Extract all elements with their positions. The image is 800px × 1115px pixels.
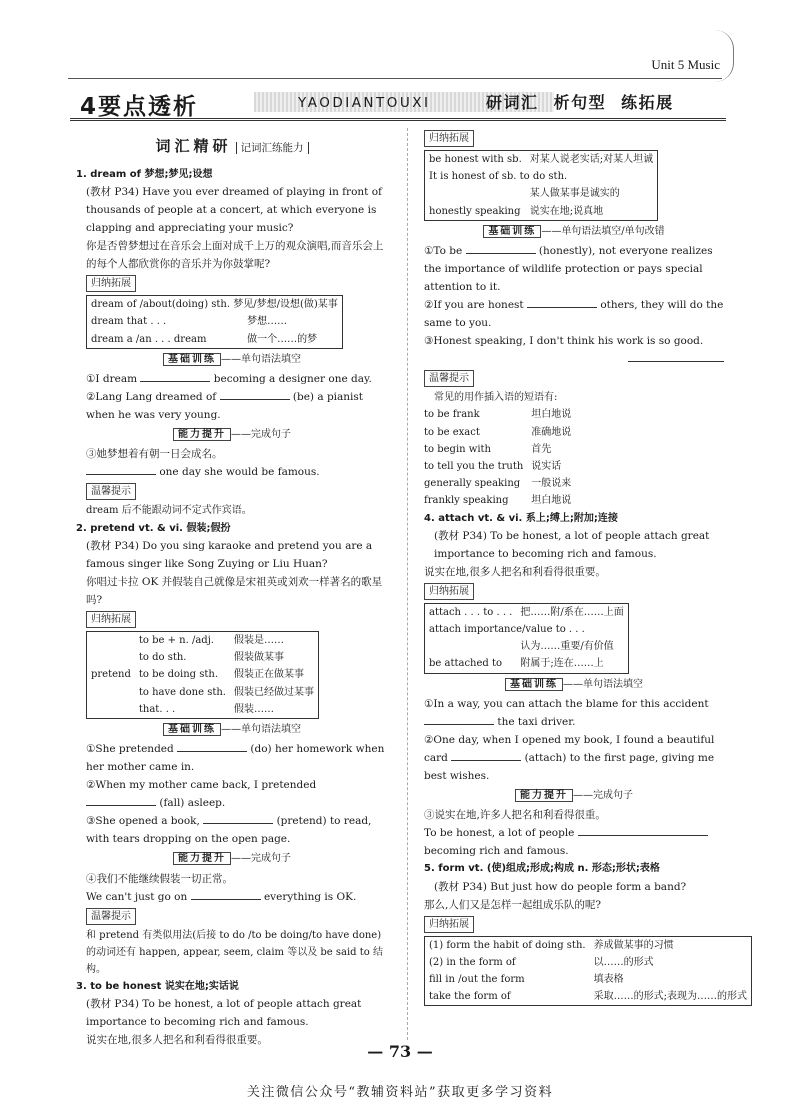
left-column [76, 128, 388, 1050]
tip-text: 常见的用作插入语的短语有: [434, 392, 558, 404]
exercise: ②Lang Lang dreamed of (be) a pianist when he was very young. [76, 388, 388, 424]
summary-table: (1) form the habit of doing sth. 养成做某事的习惯 (2) in the form of 以……的形式 fill in /out the form 填表格 take the form of 采取……的形式;表现为……的形式 [424, 936, 752, 1007]
answer-blank[interactable] [177, 740, 247, 752]
entry-heading: 2. pretend vt. & vi. 假装;假扮 [76, 522, 231, 534]
entry-heading: 3. to be honest 说实在地;实话说 [76, 981, 239, 993]
ability-drill-tag: 能力提升 ——完成句子 [76, 426, 388, 443]
tip-text: dream 后不能跟动词不定式作宾语。 [86, 505, 252, 517]
answer-blank[interactable] [191, 888, 261, 900]
answer-blank[interactable] [424, 713, 494, 725]
exercise: becoming rich and famous. [424, 845, 569, 858]
summary-table: be honest with sb. 对某人说老实话;对某人坦诚 It is honest of sb. to do sth. 某人做某事是诚实的 honestly speaking 说实在地;说真地 [424, 150, 658, 221]
banner-number: 4要点透析 [80, 94, 199, 120]
header-rule [68, 78, 722, 79]
example-cn: 说实在地,很多人把名和利看得很重要。 [424, 565, 606, 578]
answer-blank[interactable] [86, 463, 156, 475]
exercise: ①In a way, you can attach the blame for this accident the taxi driver. [424, 697, 709, 728]
exercise: We can't just go on everything is OK. [76, 888, 388, 906]
example-en: (教材 P34) Do you sing karaoke and pretend you are a famous singer like Song Zuying or Liu Huan? [86, 539, 373, 570]
answer-blank[interactable] [527, 296, 597, 308]
exercise: ②If you are honest others, they will do the same to you. [424, 296, 724, 332]
exercise: one day she would be famous. [76, 463, 388, 481]
answer-blank[interactable] [466, 242, 536, 254]
tip-tag: 温馨提示 [86, 908, 136, 925]
answer-blank[interactable] [220, 388, 290, 400]
ability-drill-tag: 能力提升 ——完成句子 [424, 787, 724, 804]
exercise: ①To be (honestly), not everyone realizes the importance of wildlife protection or pays special attention to it. [424, 242, 724, 296]
example-en: (教材 P34) But just how do people form a band? [434, 880, 687, 893]
entry-heading: 5. form vt. (使)组成;形成;构成 n. 形态;形状;表格 [424, 863, 660, 875]
answer-blank[interactable] [86, 794, 156, 806]
exercise: ③她梦想着有朝一日会成名。 [86, 448, 223, 461]
phrase-list: to be frank 坦白地说 to be exact 准确地说 to begin with 首先 to tell you the truth 说实话 generally speaking 一般说来 frankly speaking 坦白地说 [424, 409, 572, 507]
exercise: ①I dream becoming a designer one day. [76, 370, 388, 388]
answer-blank[interactable] [578, 824, 708, 836]
summary-tag: 归纳拓展 [86, 275, 136, 292]
banner-subtitle: 研词汇 析句型 练拓展 [486, 93, 674, 112]
answer-blank[interactable] [140, 370, 210, 382]
example-en: (教材 P34) To be honest, a lot of people attach great importance to becoming rich and famous. [434, 529, 710, 560]
answer-blank[interactable] [451, 749, 521, 761]
basic-drill-tag: 基础训练 ——单句语法填空 [76, 351, 388, 368]
banner-rule [70, 118, 726, 121]
section-title: 词汇精研 记词汇练能力 [76, 134, 388, 160]
example-cn: 你唱过卡拉 OK 并假装自己就像是宋祖英或刘欢一样著名的歌星吗? [86, 575, 383, 606]
basic-drill-tag: 基础训练 ——单句语法填空 [424, 676, 724, 693]
example-cn: 说实在地,很多人把名和利看得很重要。 [86, 1034, 268, 1047]
footer-note: 关注微信公众号“教辅资料站”获取更多学习资料 [246, 1085, 554, 1100]
exercise: ③Honest speaking, I don't think his work is so good. [424, 335, 704, 348]
example-cn: 你是否曾梦想过在音乐会上面对成千上万的观众演唱,而音乐会上的每个人都欣赏你的音乐并为你鼓掌呢? [86, 240, 384, 271]
entry-heading: 4. attach vt. & vi. 系上;缚上;附加;连接 [424, 512, 618, 524]
basic-drill-tag: 基础训练 ——单句语法填空/单句改错 [424, 223, 724, 240]
example-cn: 那么,人们又是怎样一起组成乐队的呢? [424, 898, 601, 911]
entry-heading: 1. dream of 梦想;梦见;设想 [76, 168, 213, 180]
tip-tag: 温馨提示 [86, 483, 136, 500]
summary-tag: 归纳拓展 [86, 611, 136, 628]
section-banner [70, 86, 726, 118]
summary-table: dream of /about(doing) sth. 梦见/梦想/设想(做)某事 dream that . . . 梦想…… dream a /an . . . dream 做一个……的梦 [86, 295, 343, 349]
summary-table: attach . . . to . . . 把……附/系在……上面 attach importance/value to . . . 认为……重要/有价值 be attached to 附属于;连在……上 [424, 603, 629, 674]
tip-tag: 温馨提示 [424, 370, 474, 387]
example-en: (教材 P34) To be honest, a lot of people attach great importance to becoming rich and famous. [86, 998, 362, 1029]
column-divider [407, 128, 408, 1040]
correction-line [424, 350, 724, 368]
exercise: ①She pretended (do) her homework when her mother came in. [76, 740, 388, 776]
summary-tag: 归纳拓展 [424, 916, 474, 933]
exercise: ②When my mother came back, I pretended (fall) asleep. [86, 779, 317, 810]
ability-drill-tag: 能力提升 ——完成句子 [76, 850, 388, 867]
exercise: ③She opened a book, (pretend) to read, with tears dropping on the open page. [76, 812, 388, 848]
exercise: ②One day, when I opened my book, I found a beautiful card (attach) to the first page, giving me best wishes. [424, 733, 715, 783]
exercise: To be honest, a lot of people [424, 824, 724, 842]
basic-drill-tag: 基础训练 ——单句语法填空 [76, 721, 388, 738]
tip-text: 和 pretend 有类似用法(后接 to do /to be doing/to have done)的动词还有 happen, appear, seem, claim 等以及 be said to 结构。 [86, 929, 383, 976]
unit-header: Unit 5 Music [651, 57, 720, 72]
summary-tag: 归纳拓展 [424, 583, 474, 600]
banner-pinyin: YAODIANTOUXI [298, 95, 431, 111]
exercise: ④我们不能继续假装一切正常。 [86, 872, 233, 885]
answer-blank[interactable] [203, 812, 273, 824]
example-en: (教材 P34) Have you ever dreamed of playing in front of thousands of people at a concert, at which everyone is clapping and appreciating your music? [86, 185, 382, 235]
summary-table: pretend to be + n. /adj. 假装是…… to do sth. 假装做某事 to be doing sth. 假装正在做某事 to have done sth. 假装已经做过某事 that. . . 假装…… [86, 631, 319, 719]
right-column [424, 128, 747, 1008]
page-number: — 73 — [367, 1042, 433, 1061]
answer-blank[interactable] [628, 350, 724, 362]
exercise: ③说实在地,许多人把名和利看得很重。 [424, 809, 606, 822]
summary-tag: 归纳拓展 [424, 130, 474, 147]
